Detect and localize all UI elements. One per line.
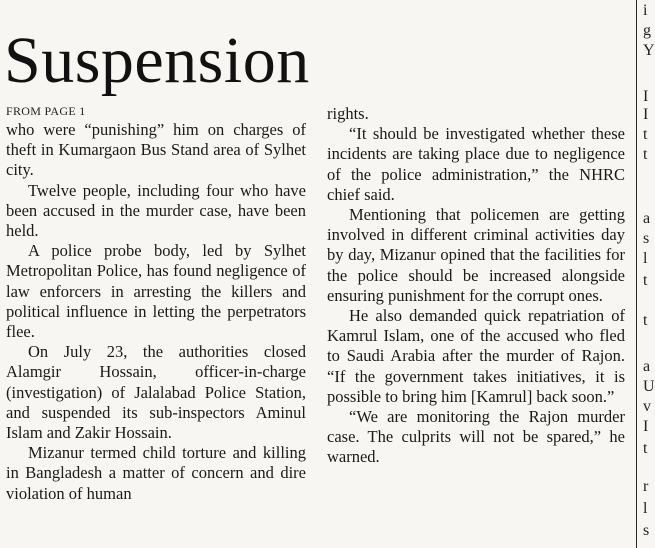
paragraph: who were “punishing” him on charges of theft in Kumargaon Bus Stand area of Sylhet city. bbox=[6, 120, 306, 180]
cropped-adjacent-column bbox=[643, 0, 655, 548]
paragraph: “It should be investigated whether these incidents are taking place due to negligence of the police administration,” the NHRC chief said. bbox=[327, 124, 625, 204]
paragraph: Mizanur termed child torture and killing in Bangladesh a matter of concern and dire violation of human bbox=[6, 443, 306, 503]
fragment-letter: U bbox=[643, 378, 655, 395]
paragraph: “We are monitoring the Rajon murder case. The culprits will not be spared,” he warned. bbox=[327, 407, 625, 467]
fragment-letter: l bbox=[643, 500, 648, 517]
fragment-letter: t bbox=[643, 440, 648, 457]
headline: Suspension bbox=[4, 24, 310, 97]
fragment-letter: v bbox=[643, 398, 651, 415]
paragraph: A police probe body, led by Sylhet Metropolitan Police, has found negligence of law enforcers in arresting the killers and political influence in letting the perpetrators flee. bbox=[6, 241, 306, 342]
article-column-2 bbox=[327, 104, 625, 468]
fragment-letter: r bbox=[643, 478, 649, 495]
paragraph: On July 23, the authorities closed Alamgir Hossain, officer-in-charge (investigation) of Jalalabad Police Station, and suspended its sub-inspectors Aminul Islam and Zakir Hossain. bbox=[6, 342, 306, 443]
fragment-letter: a bbox=[643, 210, 651, 227]
article-column-1 bbox=[6, 120, 306, 504]
column-divider-rule bbox=[636, 0, 637, 548]
fragment-letter: i bbox=[643, 2, 648, 19]
paragraph: rights. bbox=[327, 104, 369, 123]
paragraph: Twelve people, including four who have been accused in the murder case, have been held. bbox=[6, 180, 306, 241]
fragment-letter: a bbox=[643, 358, 651, 375]
fragment-letter: t bbox=[643, 272, 648, 289]
fragment-letter: I bbox=[643, 418, 649, 435]
fragment-letter: I bbox=[643, 88, 649, 105]
fragment-letter: t bbox=[643, 312, 648, 329]
fragment-letter: s bbox=[643, 230, 650, 247]
fragment-letter: t bbox=[643, 146, 648, 163]
paragraph: Mentioning that policemen are getting involved in different criminal activities day by day, Mizanur opined that the facilities for the police should be increased alongside ensuring punishment for the corrupt ones. bbox=[327, 205, 625, 305]
fragment-letter: g bbox=[643, 22, 651, 39]
paragraph: He also demanded quick repatriation of Kamrul Islam, one of the accused who fled to Saudi Arabia after the murder of Rajon. “If the government takes initiatives, it is possible to bring him [Kamrul] back soon.” bbox=[327, 306, 625, 406]
fragment-letter: I bbox=[643, 106, 649, 123]
fragment-letter: s bbox=[643, 522, 650, 539]
fragment-letter: Y bbox=[643, 42, 655, 59]
fragment-letter: l bbox=[643, 250, 648, 267]
cropped-header-line bbox=[0, 0, 320, 6]
fragment-letter: t bbox=[643, 126, 648, 143]
jump-line: FROM PAGE 1 bbox=[6, 104, 86, 118]
